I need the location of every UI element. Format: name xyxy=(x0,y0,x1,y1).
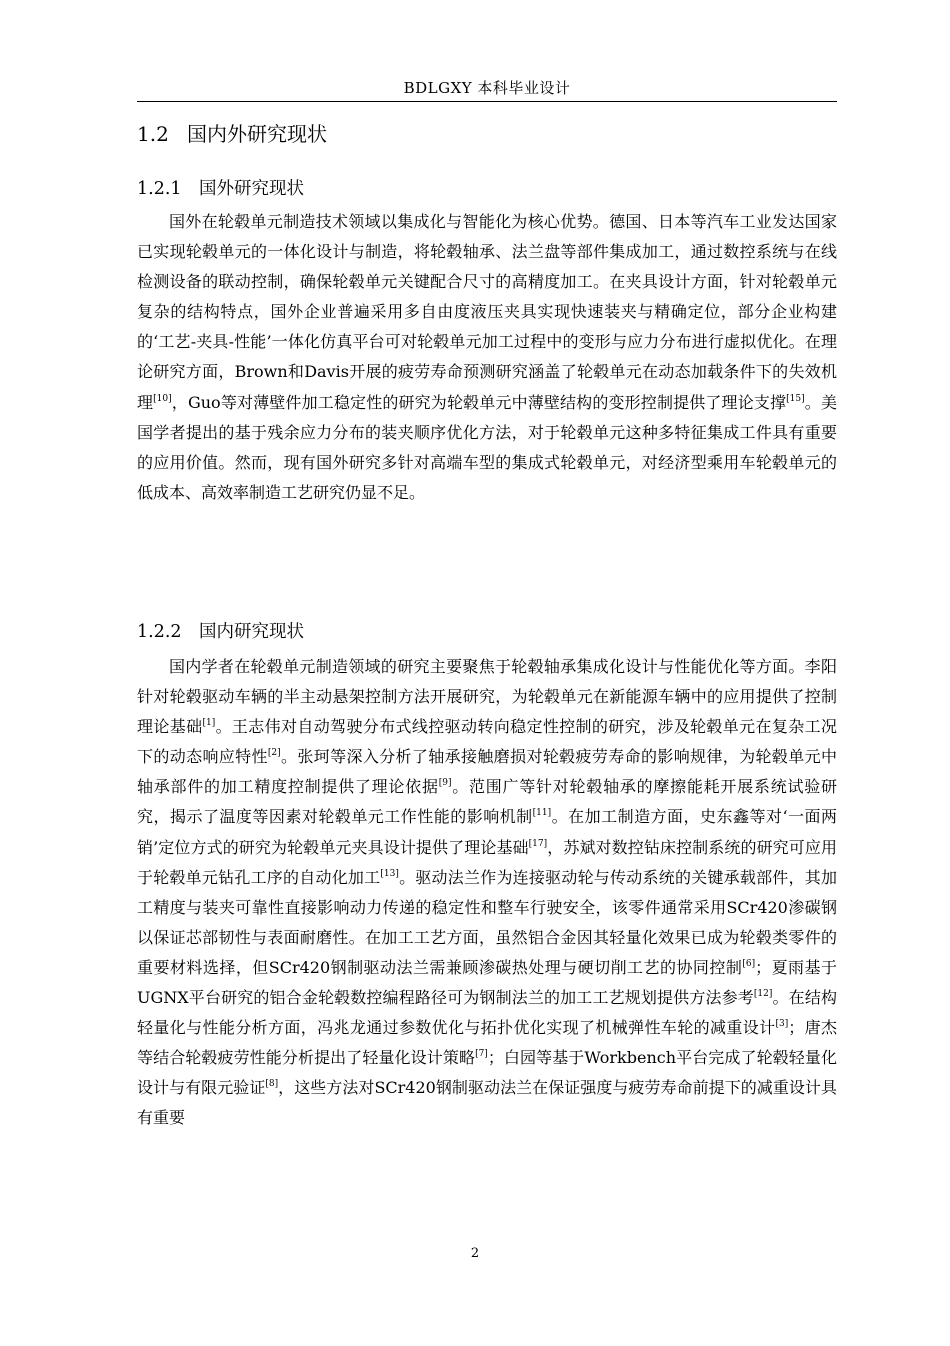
citation: [12] xyxy=(753,989,773,1000)
running-header: BDLGXY 本科毕业设计 xyxy=(403,79,571,97)
citation: [3] xyxy=(775,1019,789,1030)
citation: [17] xyxy=(528,838,548,849)
text-run: ；白园等基于Workbench平台完成了轮毂轻量化设计与有限元验证 xyxy=(137,1048,837,1098)
text-run: 。张珂等深入分析了轴承接触磨损对轮毂疲劳寿命的影响规律，为轮毂单元中轴承部件的加工精度控制提供了理论依据 xyxy=(137,747,837,797)
citation: [1] xyxy=(202,718,216,729)
citation: [8] xyxy=(265,1079,279,1090)
text-run: ；唐杰等结合轮毂疲劳性能分析提出了轻量化设计策略 xyxy=(137,1018,837,1068)
text-run: 。在加工制造方面，史东鑫等对‘一面两销’定位方式的研究为轮毂单元夹具设计提供了理论基础 xyxy=(137,807,837,857)
subsection-number: 1.2.2 xyxy=(137,622,182,642)
text-run: 。美国学者提出的基于残余应力分布的装夹顺序优化方法，对于轮毂单元这种多特征集成工件具有重要的应用价值。然而，现有国外研究多针对高端车型的集成式轮毂单元，对经济型乘用车轮毂单元的低成本、高效率制造工艺研究仍显不足。 xyxy=(137,392,837,502)
text-run: 。驱动法兰作为连接驱动轮与传动系统的关键承载部件，其加工精度与装夹可靠性直接影响动力传递的稳定性和整车行驶安全，该零件通常采用SCr420渗碳钢以保证芯部韧性与表面耐磨性。在加工工艺方面，虽然铝合金因其轻量化效果已成为轮毂类零件的重要材料选择，但SCr420钢制驱动法兰需兼顾渗碳热处理与硬切削工艺的协同控制 xyxy=(137,867,837,977)
citation: [15] xyxy=(786,393,805,404)
citation: [2] xyxy=(267,748,281,759)
text-run: 国内学者在轮毂单元制造领域的研究主要聚焦于轮毂轴承集成化设计与性能优化等方面。李阳针对轮毂驱动车辆的半主动悬架控制方法开展研究，为轮毂单元在新能源车辆中的应用提供了控制理论基础 xyxy=(137,657,837,737)
text-run: 国外在轮毂单元制造技术领域以集成化与智能化为核心优势。德国、日本等汽车工业发达国家已实现轮毂单元的一体化设计与制造，将轮毂轴承、法兰盘等部件集成加工，通过数控系统与在线检测设备的联动控制，确保轮毂单元关键配合尺寸的高精度加工。在夹具设计方面，针对轮毂单元复杂的结构特点，国外企业普遍采用多自由度液压夹具实现快速装夹与精确定位，部分企业构建的‘工艺-夹具-性能’一体化仿真平台可对轮毂单元加工过程中的变形与应力分布进行虚拟优化。在理论研究方面，Brown和Davis开展的疲劳寿命预测研究涵盖了轮毂单元在动态加载条件下的失效机理 xyxy=(137,212,837,412)
citation: [7] xyxy=(475,1049,488,1060)
page-number: 2 xyxy=(470,1246,480,1261)
subsection-title: 国内研究现状 xyxy=(199,622,304,642)
text-run: 。在结构轻量化与性能分析方面，冯兆龙通过参数优化与拓扑优化实现了机械弹性车轮的减重设计 xyxy=(137,988,837,1038)
subsection-heading-domestic xyxy=(137,618,304,643)
section-heading xyxy=(137,118,327,147)
text-run: ，Guo等对薄壁件加工稳定性的研究为轮毂单元中薄壁结构的变形控制提供了理论支撑 xyxy=(171,392,787,412)
header-rule xyxy=(137,101,837,102)
paragraph-domestic-research xyxy=(137,652,837,1134)
subsection-number: 1.2.1 xyxy=(137,179,182,199)
citation: [13] xyxy=(380,868,399,879)
text-run: 。王志伟对自动驾驶分布式线控驱动转向稳定性控制的研究，涉及轮毂单元在复杂工况下的动态响应特性 xyxy=(137,717,837,767)
text-run: ，苏斌对数控钻床控制系统的研究可应用于轮毂单元钻孔工序的自动化加工 xyxy=(137,837,837,887)
citation: [6] xyxy=(742,958,756,969)
paragraph-foreign-research xyxy=(137,207,837,508)
citation: [10] xyxy=(153,393,172,404)
subsection-title: 国外研究现状 xyxy=(199,179,304,199)
text-run: ，这些方法对SCr420钢制驱动法兰在保证强度与疲劳寿命前提下的减重设计具有重要 xyxy=(137,1078,837,1128)
citation: [11] xyxy=(532,808,552,819)
text-run: ；夏雨基于UGNX平台研究的铝合金轮毂数控编程路径可为钢制法兰的加工工艺规划提供方法参考 xyxy=(137,957,837,1008)
text-run: 。范围广等针对轮毂轴承的摩擦能耗开展系统试验研究，揭示了温度等因素对轮毂单元工作性能的影响机制 xyxy=(137,777,837,827)
section-number: 1.2 xyxy=(137,122,169,146)
subsection-heading-foreign xyxy=(137,175,304,200)
section-title: 国内外研究现状 xyxy=(187,122,327,146)
citation: [9] xyxy=(438,778,452,789)
